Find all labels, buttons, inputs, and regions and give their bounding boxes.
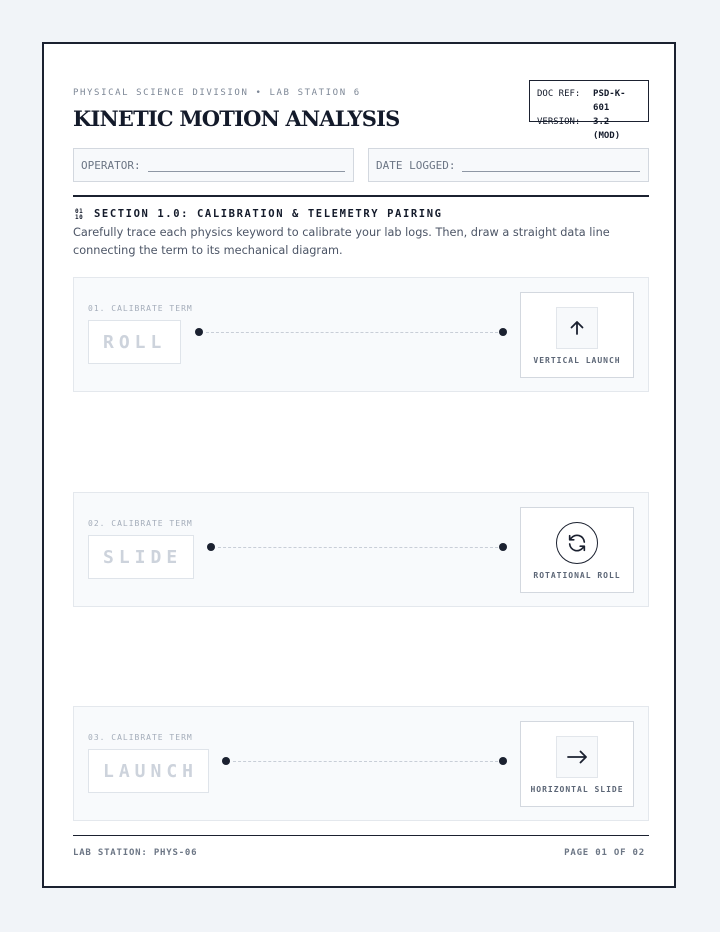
- date-logged-input-line[interactable]: [462, 159, 640, 172]
- operator-label: OPERATOR:: [81, 158, 141, 172]
- operator-field[interactable]: [73, 148, 354, 182]
- end-dot[interactable]: [499, 328, 507, 336]
- connection-guide-line: [218, 547, 498, 548]
- division-label: PHYSICAL SCIENCE DIVISION • LAB STATION 6: [73, 88, 361, 98]
- section-title: SECTION 1.0: CALIBRATION & TELEMETRY PAIRING: [94, 208, 443, 220]
- calibrate-label: 02. CALIBRATE TERM: [88, 519, 193, 528]
- trace-term[interactable]: LAUNCH: [88, 749, 209, 793]
- calibrate-label: 03. CALIBRATE TERM: [88, 733, 193, 742]
- date-logged-label: DATE LOGGED:: [376, 158, 456, 172]
- version-label: VERSION:: [537, 117, 581, 127]
- footer-page-number: PAGE 01 OF 02: [564, 848, 645, 858]
- page-title: KINETIC MOTION ANALYSIS: [73, 106, 400, 131]
- header-divider: [73, 195, 649, 197]
- connection-guide-line: [206, 332, 498, 333]
- end-dot[interactable]: [499, 543, 507, 551]
- version-value: 3.2 (MOD): [593, 117, 621, 141]
- trace-term[interactable]: ROLL: [88, 320, 181, 364]
- pairing-card-3: [73, 706, 649, 821]
- arrow-right-icon: [556, 736, 598, 778]
- pairing-card-1: [73, 277, 649, 392]
- diagram-card-horizontal-slide: [520, 721, 634, 807]
- trace-term[interactable]: SLIDE: [88, 535, 194, 579]
- footer-station: LAB STATION: PHYS-06: [73, 848, 198, 858]
- operator-input-line[interactable]: [148, 159, 345, 172]
- doc-ref-value: PSD-K-601: [593, 89, 626, 113]
- worksheet-page: [42, 42, 676, 888]
- footer-divider: [73, 835, 649, 836]
- start-dot[interactable]: [222, 757, 230, 765]
- diagram-label: VERTICAL LAUNCH: [533, 356, 621, 365]
- diagram-card-rotational-roll: [520, 507, 634, 593]
- connection-guide-line: [233, 761, 498, 762]
- calibrate-label: 01. CALIBRATE TERM: [88, 304, 193, 313]
- arrow-up-icon: [556, 307, 598, 349]
- diagram-label: HORIZONTAL SLIDE: [530, 785, 624, 794]
- refresh-icon: [556, 522, 598, 564]
- section-instructions: Carefully trace each physics keyword to calibrate your lab logs. Then, draw a straight data line connecting the term to its mechanical diagram.: [73, 226, 610, 257]
- diagram-card-vertical-launch: [520, 292, 634, 378]
- end-dot[interactable]: [499, 757, 507, 765]
- start-dot[interactable]: [195, 328, 203, 336]
- doc-ref-box: [529, 80, 649, 141]
- pairing-card-2: [73, 492, 649, 607]
- date-logged-field[interactable]: [368, 148, 649, 182]
- doc-ref-label: DOC REF:: [537, 89, 581, 99]
- binary-icon: 01 10: [75, 208, 84, 221]
- start-dot[interactable]: [207, 543, 215, 551]
- diagram-label: ROTATIONAL ROLL: [533, 571, 621, 580]
